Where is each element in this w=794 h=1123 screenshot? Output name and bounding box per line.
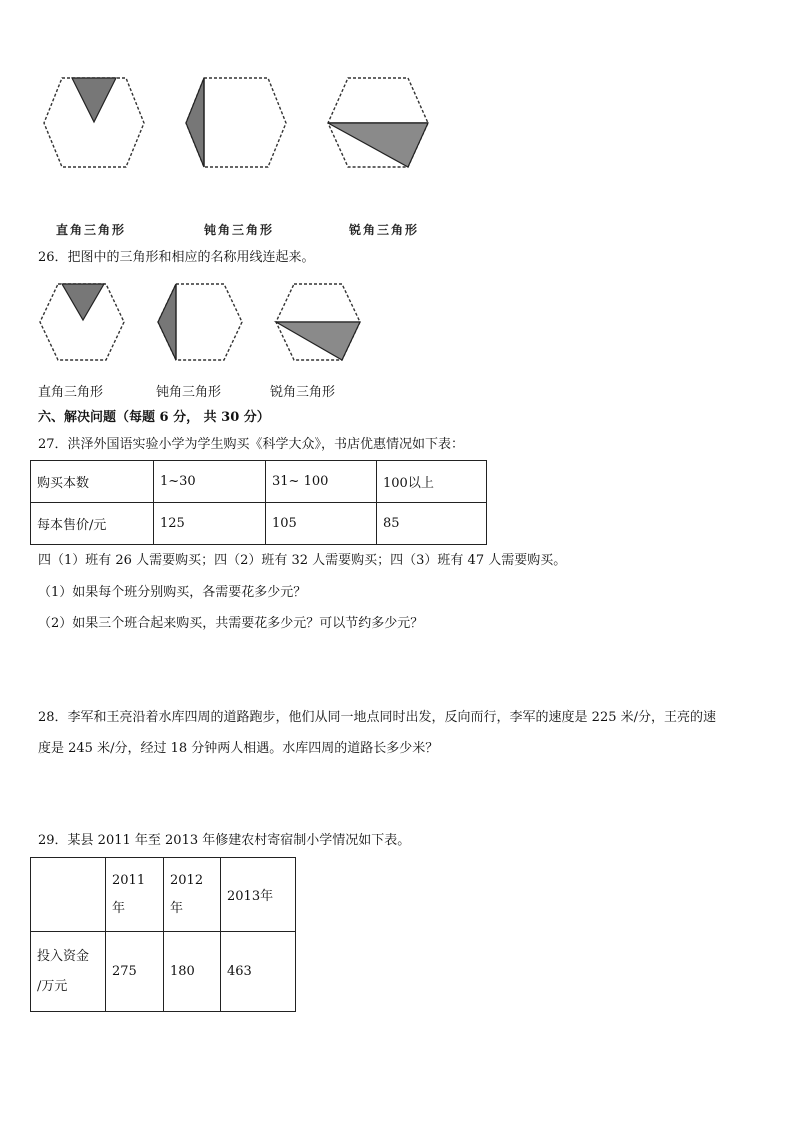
q26-obtuse-triangle-shape [158, 284, 176, 360]
q29-prompt: 29．某县 2011 年至 2013 年修建农村寄宿制小学情况如下表。 [38, 833, 411, 848]
table-cell: 105 [266, 503, 377, 545]
table-cell: 180 [164, 932, 221, 1012]
section-6-title: 六、解决问题（每题 6 分， 共 30 分） [38, 410, 270, 425]
top-label-acute: 锐角三角形 [349, 223, 420, 237]
q28-line-1: 28．李军和王亮沿着水库四周的道路跑步，他们从同一地点同时出发，反向而行，李军的速度是 225 米/分，王亮的速 [38, 710, 717, 725]
q26-hexagon-acute [276, 284, 360, 360]
table-cell: 125 [154, 503, 266, 545]
q26-figure [34, 280, 374, 362]
table-row [31, 461, 487, 503]
table-cell: 31~ 100 [266, 461, 377, 503]
table-cell [164, 858, 221, 932]
q27-sub-question-1: （1）如果每个班分别购买，各需要花多少元？ [38, 585, 307, 600]
table-cell [31, 932, 106, 1012]
q26-acute-triangle-shape [276, 322, 360, 360]
top-label-right: 直角三角形 [56, 223, 127, 237]
table-cell: 购买本数 [31, 461, 154, 503]
year-2012: 2012 [170, 872, 204, 888]
table-cell: 每本售价/元 [31, 503, 154, 545]
right-triangle-shape [72, 78, 116, 122]
table-cell [106, 858, 164, 932]
q26-prompt: 26．把图中的三角形和相应的名称用线连起来。 [38, 250, 315, 265]
table-row [31, 858, 296, 932]
table-cell: 100以上 [377, 461, 487, 503]
q27-sub-question-2: （2）如果三个班合起来购买，共需要花多少元？可以节约多少元？ [38, 616, 424, 631]
q26-hexagon-obtuse [158, 284, 242, 360]
table-cell [31, 858, 106, 932]
q26-label-obtuse: 钝角三角形 [156, 385, 222, 400]
top-figure [30, 70, 450, 180]
acute-triangle-shape [328, 123, 428, 167]
q27-price-table [30, 460, 487, 545]
top-hexagon-acute [328, 78, 428, 167]
top-label-obtuse: 钝角三角形 [204, 223, 275, 237]
q27-prompt: 27．洪泽外国语实验小学为学生购买《科学大众》，书店优惠情况如下表： [38, 437, 465, 452]
row-label-a: 投入资金 [37, 948, 90, 964]
q26-right-triangle-shape [62, 284, 104, 320]
year-suffix: 年 [170, 900, 184, 916]
year-suffix: 年 [112, 900, 126, 916]
year-2011: 2011 [112, 872, 146, 888]
table-row [31, 932, 296, 1012]
q26-label-right: 直角三角形 [38, 385, 104, 400]
top-hexagon-obtuse [186, 78, 286, 167]
table-row [31, 503, 487, 545]
table-cell: 463 [221, 932, 296, 1012]
q27-info: 四（1）班有 26 人需要购买；四（2）班有 32 人需要购买；四（3）班有 47 人需要购买。 [38, 553, 567, 568]
table-cell: 1~30 [154, 461, 266, 503]
q29-funding-table [30, 857, 296, 1012]
row-label-b: /万元 [37, 978, 68, 994]
q26-hexagon-right-angle [40, 284, 124, 360]
q28-line-2: 度是 245 米/分，经过 18 分钟两人相遇。水库四周的道路长多少米？ [38, 741, 439, 756]
top-hexagon-right-angle [44, 78, 144, 167]
q26-label-acute: 锐角三角形 [270, 385, 336, 400]
table-cell: 2013年 [221, 858, 296, 932]
table-cell: 275 [106, 932, 164, 1012]
obtuse-triangle-shape [186, 78, 204, 167]
table-cell: 85 [377, 503, 487, 545]
